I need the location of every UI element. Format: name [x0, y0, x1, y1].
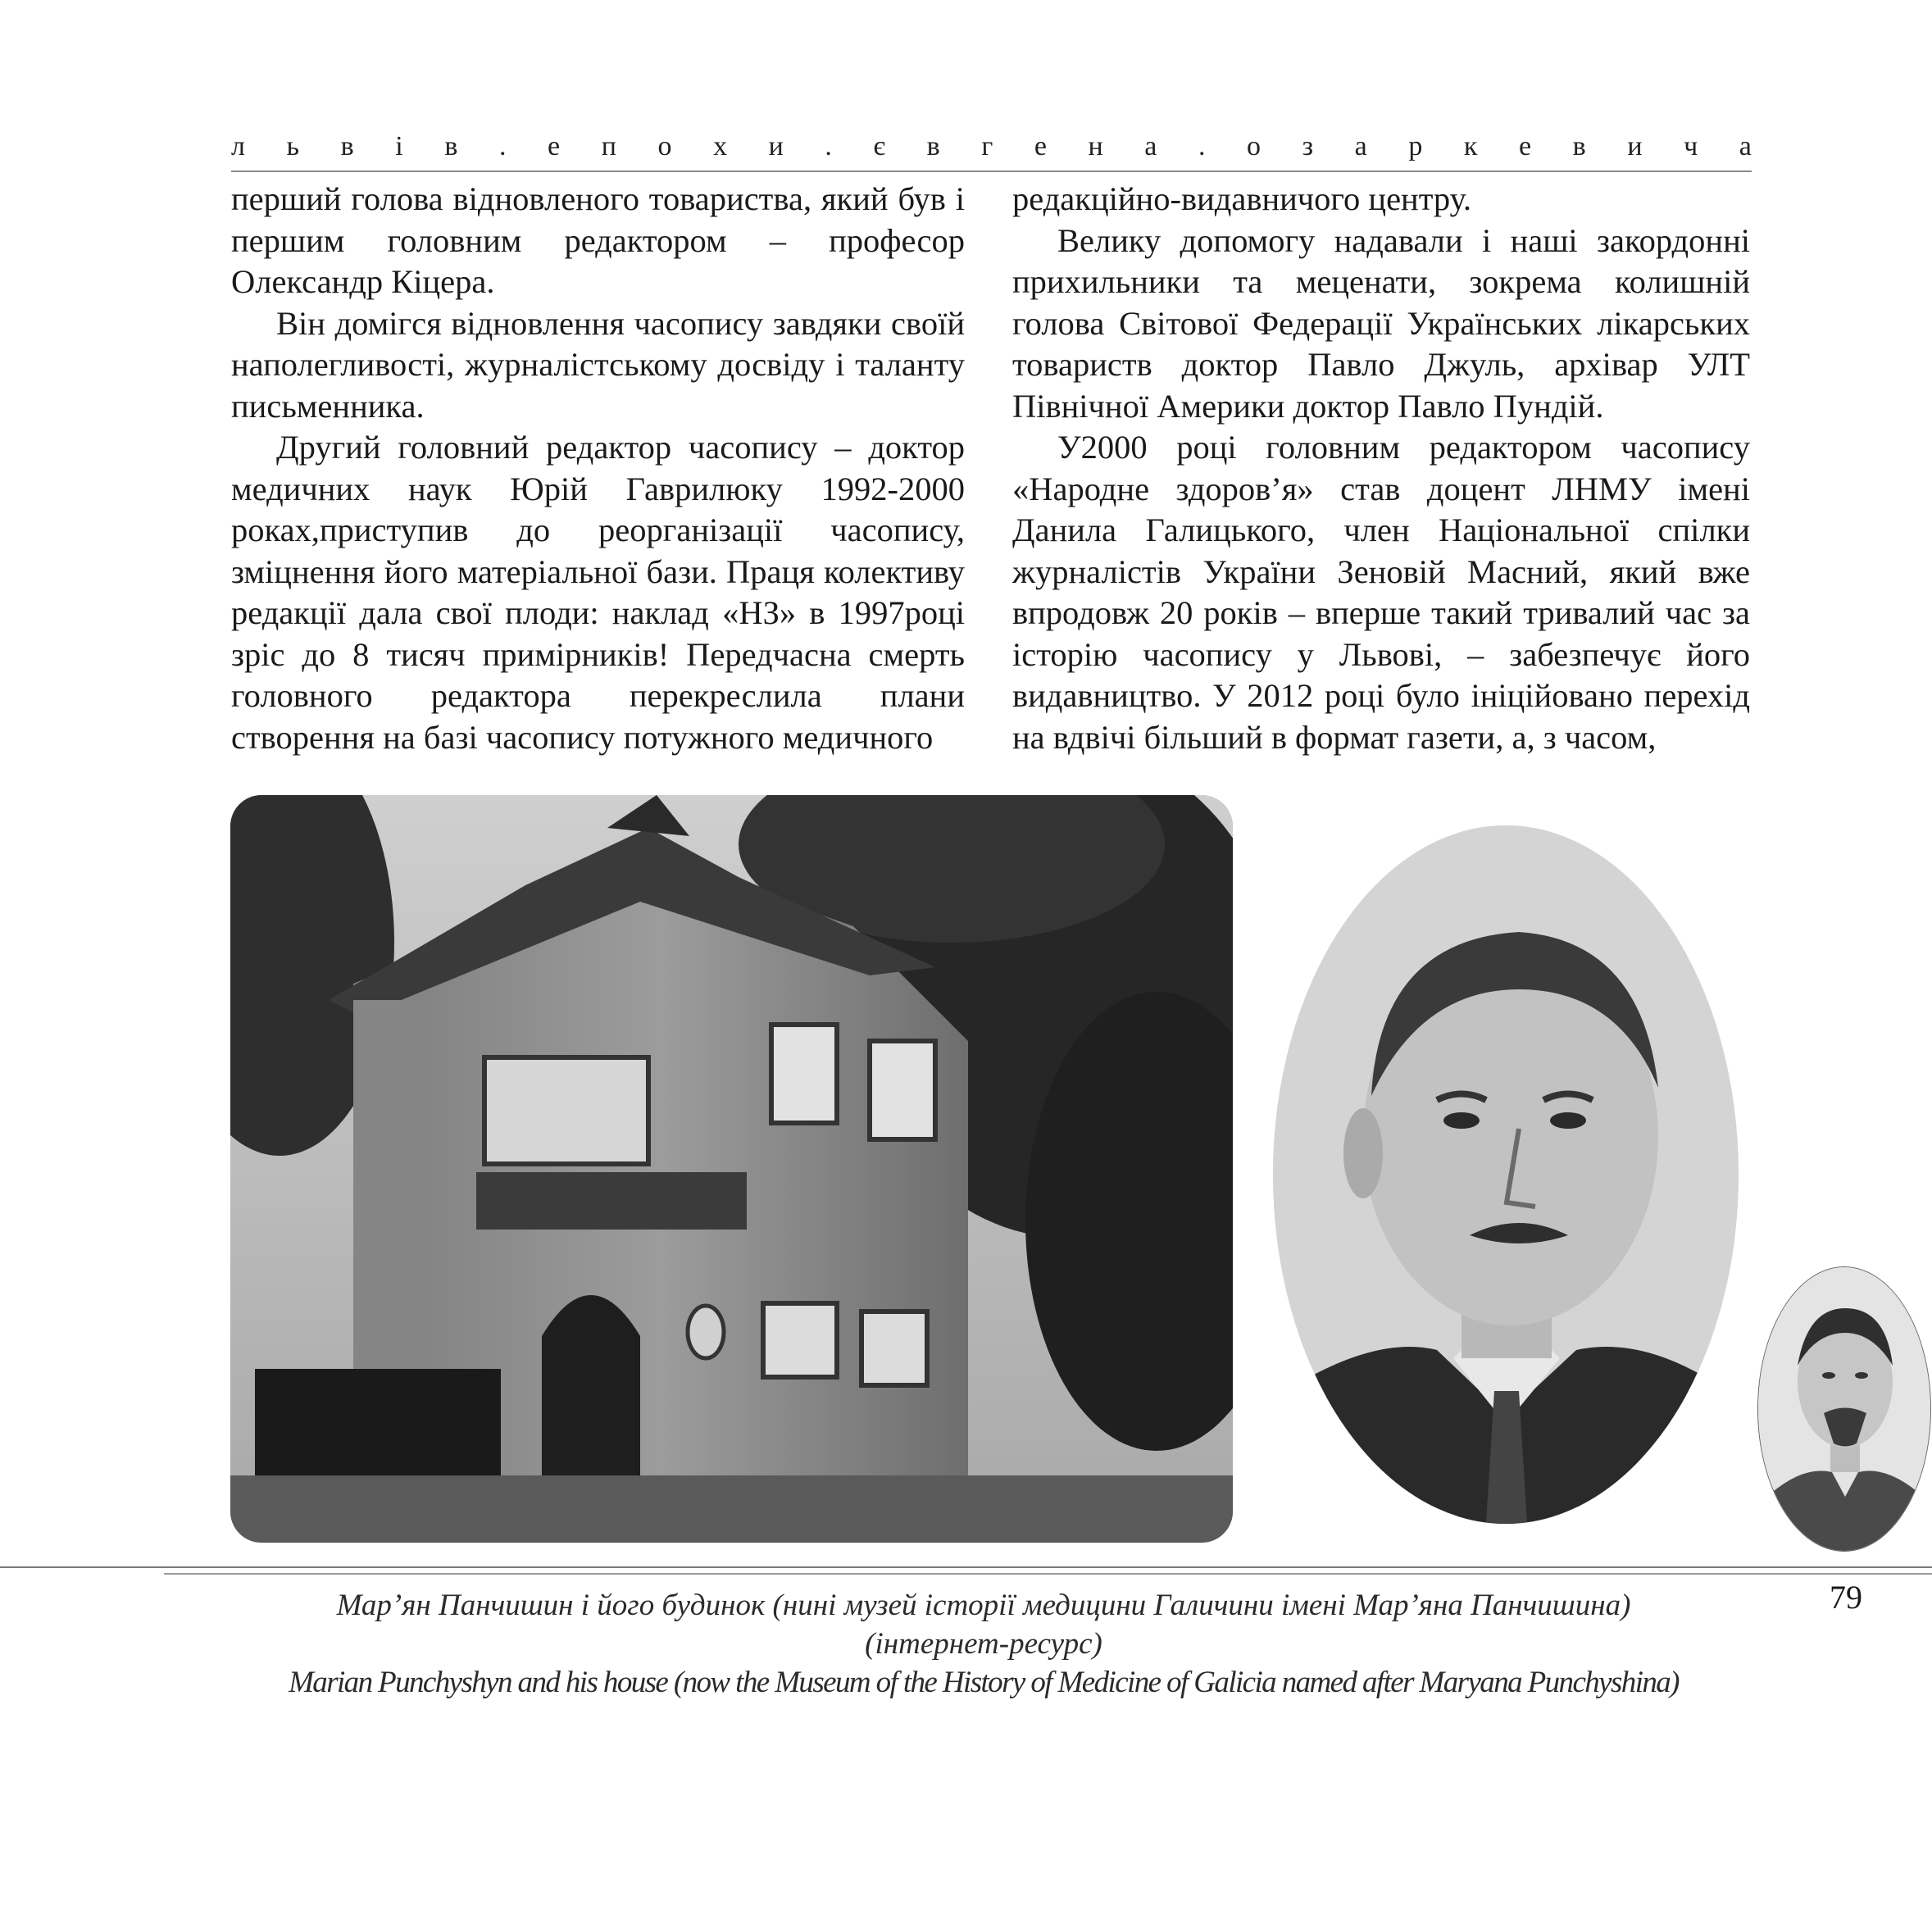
footer-rule [0, 1566, 1932, 1568]
running-header-letter: л [231, 131, 245, 161]
text-line: журналістів України Зеновій Масний, який вже [1012, 552, 1750, 590]
text-line: впродовж 20 років – вперше такий тривалий час [1012, 594, 1723, 631]
running-header-letter: в [444, 131, 458, 161]
running-header-letter: . [1198, 131, 1206, 161]
running-header-letter: р [1408, 131, 1423, 161]
text-line: своїй наполегливості, журналістському досвіду [231, 304, 965, 383]
left-paragraph-1 [231, 179, 965, 303]
right-paragraph-1 [1012, 179, 1750, 220]
running-header-letter: . [825, 131, 832, 161]
running-header-letter: п [601, 131, 616, 161]
running-header-letter: к [1463, 131, 1478, 161]
caption-ukrainian-line-1: Мар’ян Панчишин і його будинок (нині музей історії медицини Галичини імені Мар’яна Панчишина) [336, 1589, 1631, 1622]
running-header-letter: а [1144, 131, 1157, 161]
text-line: Данила Галицького, член Національної спілки [1012, 511, 1750, 548]
running-header-letter: в [1572, 131, 1586, 161]
text-line: редакції дала свої плоди: наклад «НЗ» в 1997році [231, 594, 965, 631]
running-header-letter: и [768, 131, 784, 161]
running-header-letter: х [713, 131, 728, 161]
text-line: лова Світової Федерації Українських лікарських [1041, 304, 1750, 342]
figure-caption [197, 1586, 1771, 1702]
text-line: прихильники та меценати, зокрема колишній го [1012, 263, 1750, 342]
header-rule [231, 170, 1752, 172]
text-line: був і першим головним редактором – професор [231, 180, 965, 259]
text-line: і таланту письменника. [231, 346, 965, 425]
text-line: «Народне здоров’я» став доцент ЛНМУ імені [1012, 470, 1750, 507]
text-line: хід на вдвічі більший в формат газети, а, з часом, [1012, 677, 1750, 756]
text-line: головного редактора перекреслила плани ство [231, 677, 965, 756]
text-line: У2000 році головним редактором часопису [1057, 429, 1750, 466]
page-number: 79 [1830, 1579, 1862, 1616]
running-header-letter: і [395, 131, 403, 161]
running-header-letter: о [1247, 131, 1261, 161]
house-photo [230, 795, 1233, 1543]
right-paragraph-3 [1012, 427, 1750, 758]
running-header-letter: . [498, 131, 507, 161]
running-header-letter: а [1739, 131, 1752, 161]
text-line: медичних наук Юрій Гаврилюку 1992-2000 ро [231, 470, 965, 548]
text-line: редакційно-видавничого центру. [1012, 180, 1471, 217]
right-paragraph-2 [1012, 220, 1750, 428]
text-line: Другий головний редактор часопису – доктор [276, 429, 965, 466]
text-line: Велику допомогу надавали і наші закордонні [1057, 221, 1750, 259]
running-header-letter: н [1088, 131, 1103, 161]
text-line: товариств доктор Павло Джуль, архівар УЛТ [1012, 346, 1750, 383]
text-line: ках,приступив до реорганізації часопису, зміц [231, 511, 965, 590]
running-header-letter: в [926, 131, 940, 161]
footer-rule-secondary [164, 1573, 1932, 1575]
left-paragraph-3 [231, 427, 965, 758]
engraved-portrait [1757, 1266, 1931, 1552]
running-header-letter: є [873, 131, 886, 161]
caption-ukrainian-line-2: (інтернет-ресурс) [865, 1627, 1102, 1661]
running-header-letter: е [548, 131, 561, 161]
running-header-letter: о [657, 131, 672, 161]
left-text-column [231, 179, 965, 758]
text-line: видавництво. У 2012 році було ініційовано пере [1012, 677, 1707, 714]
text-line: за історію часопису у Львові, – забезпечує його [1012, 594, 1750, 673]
running-header-letter: ч [1684, 131, 1698, 161]
text-line: рення на базі часопису потужного медичного [292, 718, 934, 756]
right-text-column [1012, 179, 1750, 758]
running-header-letter: в [340, 131, 354, 161]
running-header-letter: ь [286, 131, 300, 161]
text-line: перший голова відновленого товариства, який [231, 180, 898, 217]
left-paragraph-2 [231, 303, 965, 428]
running-header-letter: г [981, 131, 993, 161]
running-header-letter: и [1627, 131, 1643, 161]
portrait-photo [1273, 825, 1739, 1524]
running-header-letter: з [1302, 131, 1314, 161]
text-line: зріс до 8 тисяч примірників! Передчасна смерть [231, 635, 965, 673]
text-line: Північної Америки доктор Павло Пундій. [1012, 387, 1604, 425]
text-line: Олександр Кіцера. [231, 263, 495, 300]
text-line: Він домігся відновлення часопису завдяки [276, 304, 891, 342]
running-header-letter: а [1354, 131, 1367, 161]
running-header [231, 131, 1752, 162]
text-line: нення його матеріальної бази. Праця колективу [291, 552, 965, 590]
running-header-letter: е [1519, 131, 1532, 161]
caption-english-line: Marian Punchyshyn and his house (now the Museum of the History of Medicine of Galicia named after Maryana Punchyshina) [289, 1666, 1679, 1699]
running-header-letter: е [1034, 131, 1047, 161]
